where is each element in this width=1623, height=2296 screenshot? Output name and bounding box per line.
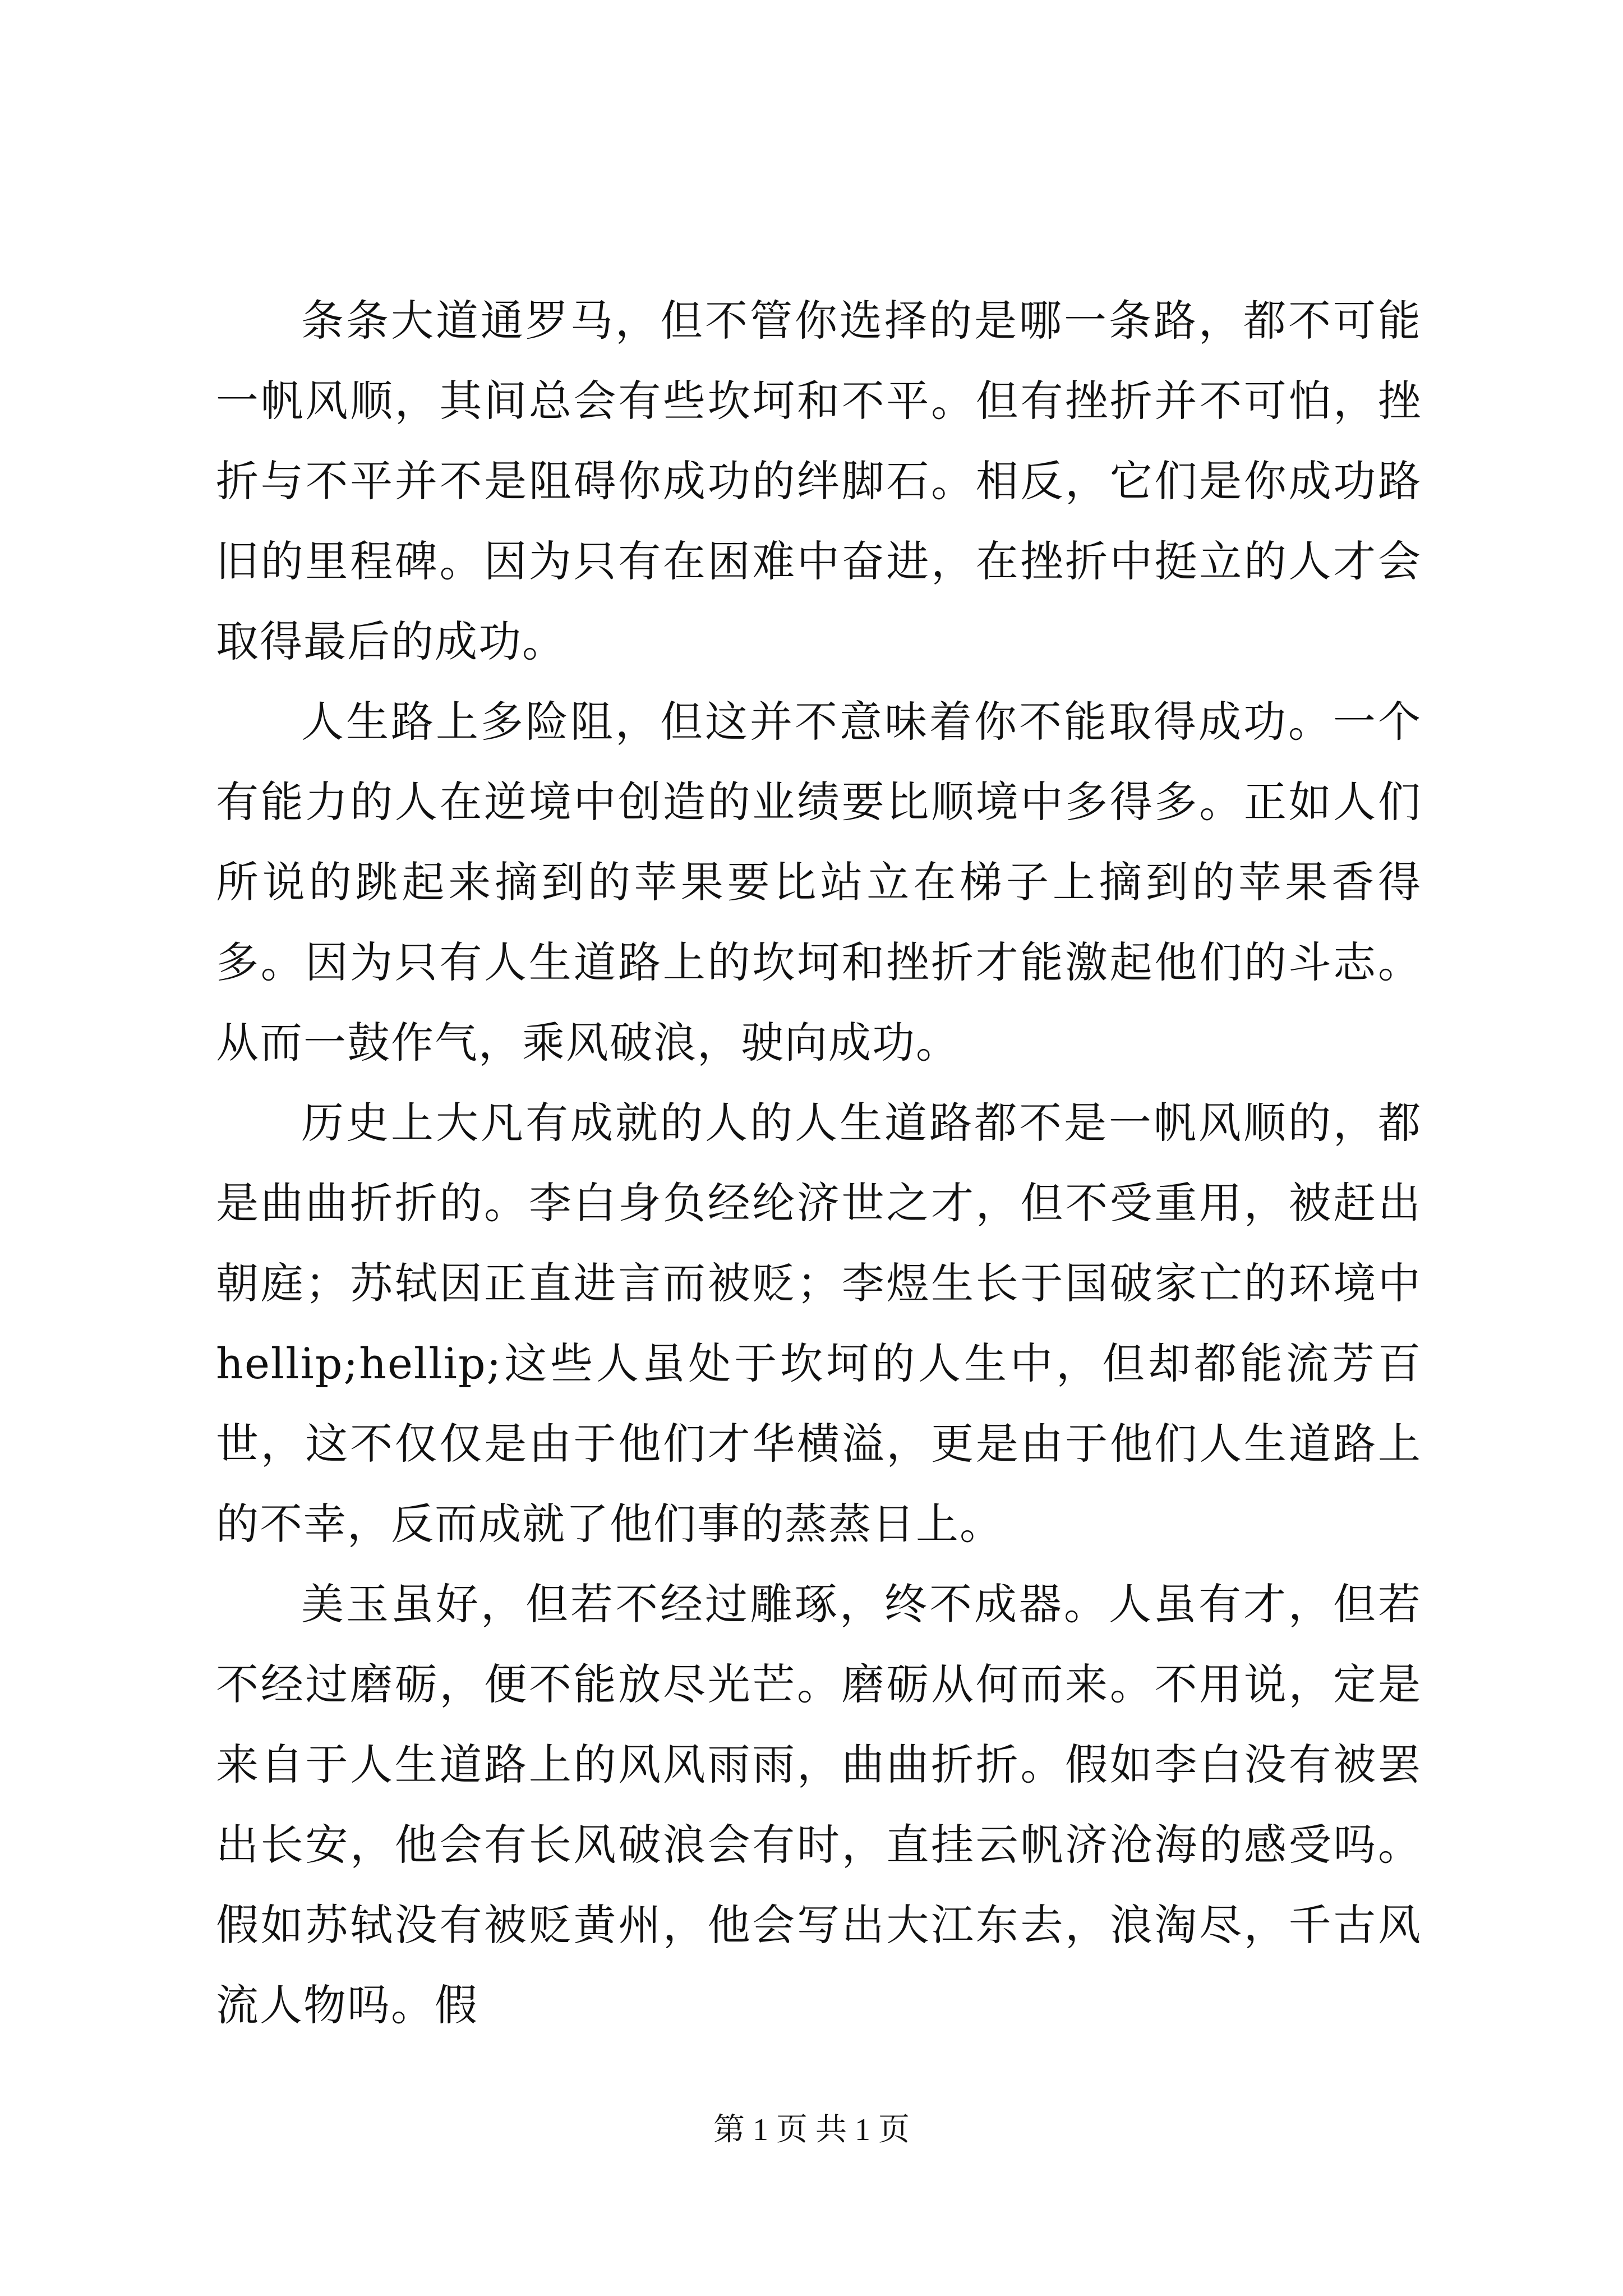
paragraph-1: 条条大道通罗马，但不管你选择的是哪一条路，都不可能一帆风顺，其间总会有些坎坷和不平。但有挫折并不可怕，挫折与不平并不是阻碍你成功的绊脚石。相反，它们是你成功路旧的里程碑。因为只有在困难中奋进，在挫折中挺立的人才会取得最后的成功。 [216, 296, 1422, 666]
body-text [216, 280, 1422, 2045]
paragraph-2: 人生路上多险阻，但这并不意味着你不能取得成功。一个有能力的人在逆境中创造的业绩要比顺境中多得多。正如人们所说的跳起来摘到的苹果要比站立在梯子上摘到的苹果香得多。因为只有人生道路上的坎坷和挫折才能激起他们的斗志。从而一鼓作气，乘风破浪，驶向成功。 [216, 697, 1422, 1068]
page-footer: 第 1 页 共 1 页 [713, 2113, 910, 2147]
paragraph-4: 美玉虽好，但若不经过雕琢，终不成器。人虽有才，但若不经过磨砺，便不能放尽光芒。磨砺从何而来。不用说，定是来自于人生道路上的风风雨雨，曲曲折折。假如李白没有被罢出长安，他会有长风破浪会有时，直挂云帆济沧海的感受吗。假如苏轼没有被贬黄州，他会写出大江东去，浪淘尽，千古风流人物吗。假 [216, 1579, 1422, 2030]
paragraph-3: 历史上大凡有成就的人的人生道路都不是一帆风顺的，都是曲曲折折的。李白身负经纶济世之才，但不受重用，被赶出朝庭；苏轼因正直进言而被贬；李煜生长于国破家亡的环境中hellip;hellip;这些人虽处于坎坷的人生中，但却都能流芳百世，这不仅仅是由于他们才华横溢，更是由于他们人生道路上的不幸，反而成就了他们事的蒸蒸日上。 [216, 1098, 1422, 1549]
